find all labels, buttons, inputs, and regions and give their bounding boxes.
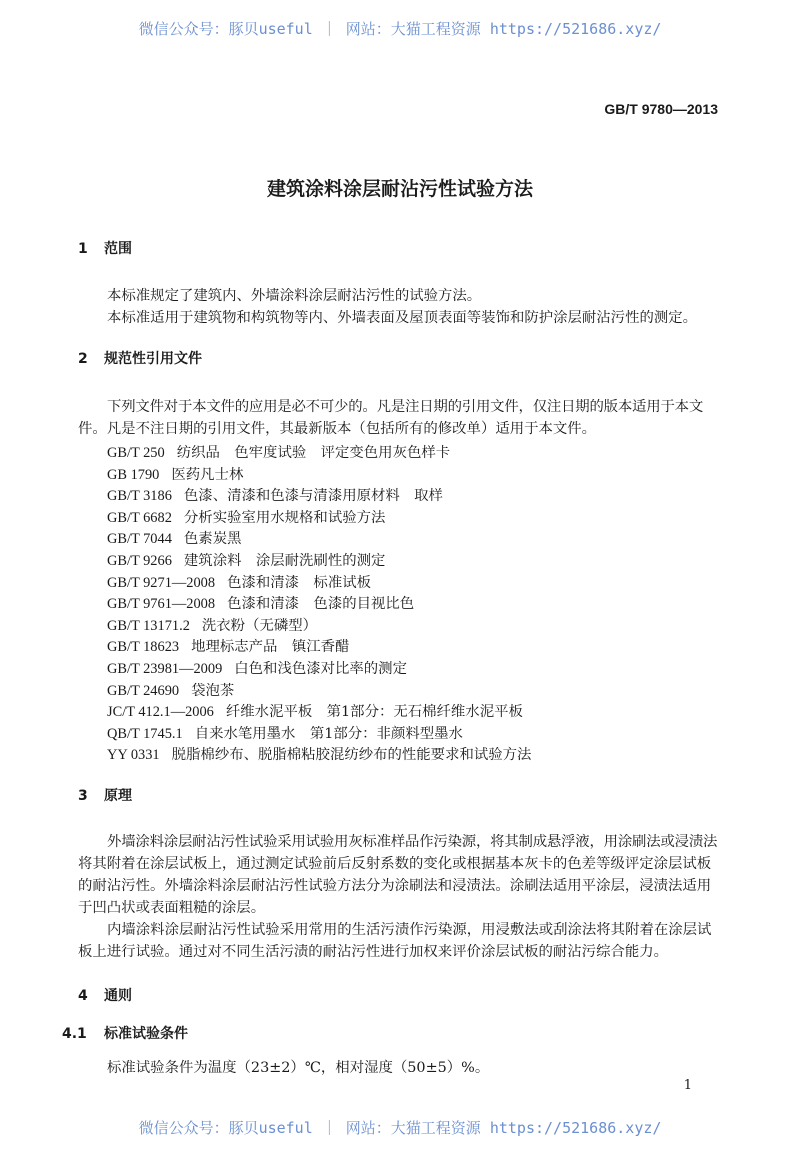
reference-title: 自来水笔用墨水 第1部分：非颜料型墨水: [194, 725, 463, 742]
reference-title: 地理标志产品 镇江香醋: [191, 639, 350, 656]
reference-item: [107, 441, 450, 462]
reference-title: 色漆、清漆和色漆与清漆用原材料 取样: [183, 488, 443, 505]
reference-item: [107, 549, 385, 570]
reference-item: [107, 700, 523, 721]
reference-code: GB/T 9266: [107, 553, 172, 569]
reference-item: [107, 463, 243, 484]
reference-item: [107, 635, 349, 656]
paragraph-line: 下列文件对于本文件的应用是必不可少的。凡是注日期的引用文件，仅注日期的版本适用于本文: [107, 399, 704, 415]
paragraph-line: 件。凡是不注日期的引用文件，其最新版本（包括所有的修改单）适用于本文件。: [78, 421, 597, 437]
section-4-heading: 4 通则: [78, 988, 132, 1004]
document-code: GB/T 9780—2013: [604, 101, 718, 117]
reference-title: 分析实验室用水规格和试验方法: [183, 509, 386, 526]
reference-code: QB/T 1745.1: [107, 725, 183, 742]
reference-code: GB/T 250: [107, 445, 165, 461]
reference-title: 袋泡茶: [191, 682, 235, 699]
reference-item: [107, 657, 407, 678]
watermark-bottom: 微信公众号：豚贝useful ｜ 网站：大猫工程资源 https://521686.xyz/: [138, 1119, 662, 1137]
section-2-heading: 2 规范性引用文件: [78, 351, 202, 367]
reference-item: [107, 743, 531, 764]
paragraph-line: 的耐沾污性。外墙涂料涂层耐沾污性试验方法分为涂刷法和浸渍法。涂刷法适用平涂层，浸渍法适用: [78, 878, 712, 894]
reference-title: 医药凡士林: [171, 466, 244, 483]
reference-item: [107, 722, 463, 743]
reference-item: [107, 506, 385, 527]
reference-code: GB/T 23981—2009: [107, 661, 223, 677]
reference-code: GB 1790: [107, 466, 160, 483]
reference-code: GB/T 7044: [107, 531, 172, 548]
reference-title: 洗衣粉（无磷型）: [201, 617, 318, 634]
paragraph-line: 内墙涂料涂层耐沾污性试验采用常用的生活污渍作污染源，用浸敷法或刮涂法将其附着在涂层试: [107, 922, 712, 938]
watermark-top: 微信公众号：豚贝useful ｜ 网站：大猫工程资源 https://521686.xyz/: [138, 20, 662, 38]
reference-item: [107, 527, 241, 548]
page-number: 1: [683, 1078, 692, 1093]
reference-code: JC/T 412.1—2006: [107, 704, 214, 721]
reference-title: 纤维水泥平板 第1部分：无石棉纤维水泥平板: [225, 704, 523, 721]
reference-item: [107, 592, 414, 613]
reference-item: [107, 614, 317, 635]
reference-code: GB/T 18623: [107, 639, 180, 656]
reference-title: 色素炭黑: [183, 531, 242, 548]
reference-code: GB/T 3186: [107, 488, 172, 505]
reference-item: [107, 679, 234, 700]
document-title: 建筑涂料涂层耐沾污性试验方法: [266, 178, 533, 200]
reference-code: YY 0331: [107, 747, 160, 764]
paragraph-line: 本标准适用于建筑物和构筑物等内、外墙表面及屋顶表面等装饰和防护涂层耐沾污性的测定。: [107, 310, 698, 326]
reference-item: [107, 571, 371, 592]
section-4-1-heading: 4.1 标准试验条件: [62, 1026, 188, 1042]
reference-code: GB/T 9271—2008: [107, 574, 216, 591]
paragraph-line: 标准试验条件为温度（23±2）℃，相对湿度（50±5）%。: [107, 1060, 490, 1076]
paragraph-line: 将其附着在涂层试板上，通过测定试验前后反射系数的变化或根据基本灰卡的色差等级评定涂层试板: [78, 856, 712, 872]
reference-title: 建筑涂料 涂层耐洗刷性的测定: [183, 553, 386, 569]
paragraph-line: 外墙涂料涂层耐沾污性试验采用试验用灰标准样品作污染源，将其制成悬浮液，用涂刷法或浸渍法: [107, 834, 718, 850]
paragraph-line: 板上进行试验。通过对不同生活污渍的耐沾污性进行加权来评价涂层试板的耐沾污综合能力。: [78, 944, 669, 960]
reference-title: 纺织品 色牢度试验 评定变色用灰色样卡: [176, 445, 451, 461]
reference-item: [107, 484, 443, 505]
reference-title: 色漆和清漆 色漆的目视比色: [227, 596, 415, 613]
paragraph-line: 于凹凸状或表面粗糙的涂层。: [78, 900, 266, 916]
reference-title: 脱脂棉纱布、脱脂棉粘胶混纺纱布的性能要求和试验方法: [171, 747, 532, 764]
section-1-heading: 1 范围: [78, 241, 132, 257]
reference-title: 色漆和清漆 标准试板: [227, 574, 371, 591]
reference-title: 白色和浅色漆对比率的测定: [234, 661, 407, 677]
paragraph-line: 本标准规定了建筑内、外墙涂料涂层耐沾污性的试验方法。: [107, 288, 482, 304]
section-3-heading: 3 原理: [78, 788, 132, 804]
reference-code: GB/T 9761—2008: [107, 596, 216, 613]
reference-code: GB/T 6682: [107, 509, 172, 526]
reference-code: GB/T 13171.2: [107, 617, 190, 634]
reference-code: GB/T 24690: [107, 682, 180, 699]
